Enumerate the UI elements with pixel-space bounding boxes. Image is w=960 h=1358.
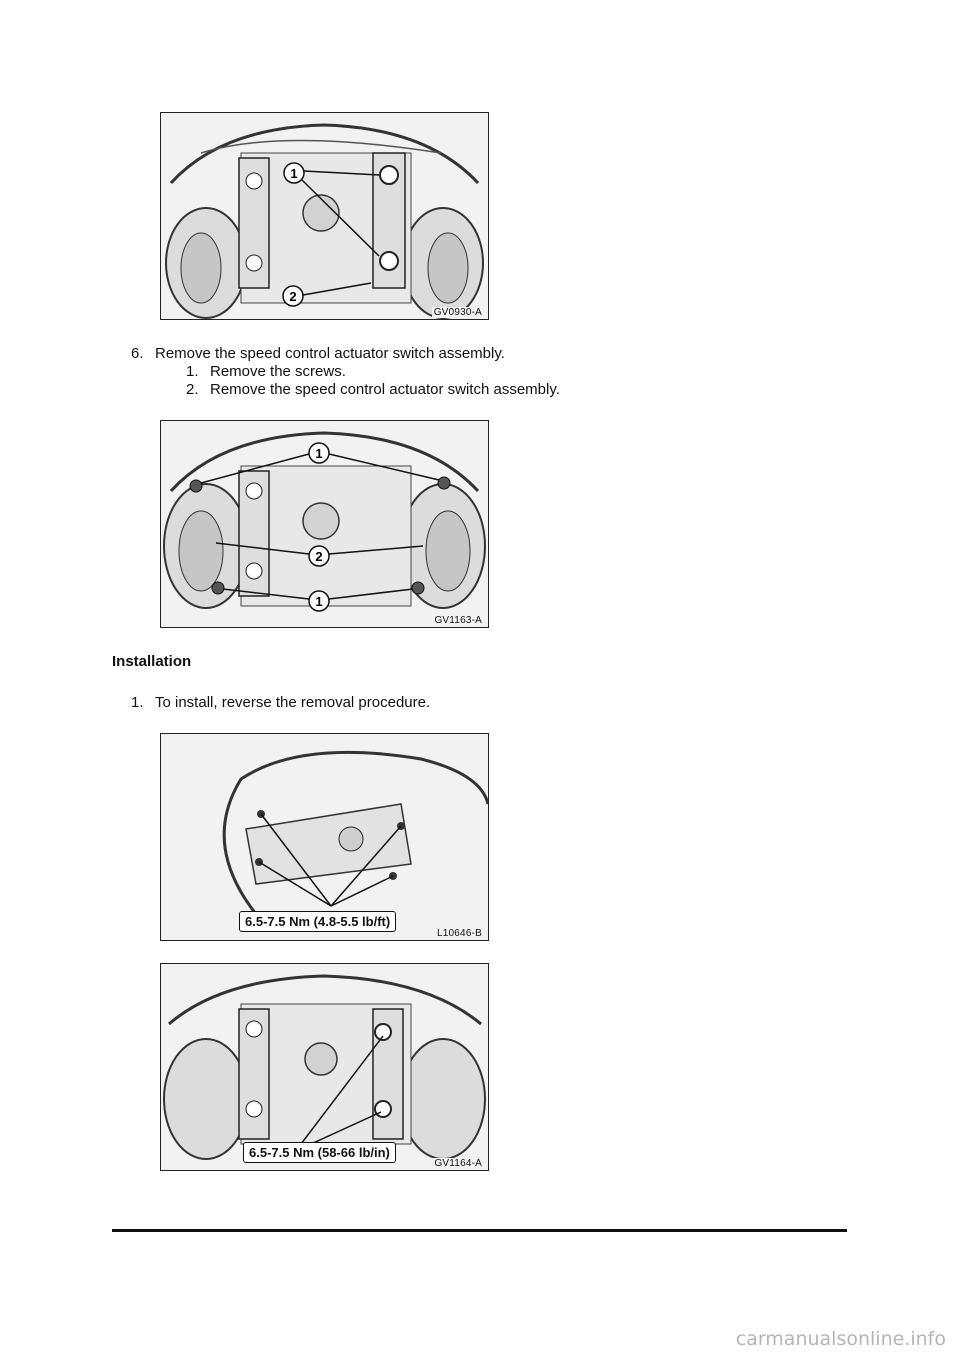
steering-wheel-illustration: [161, 964, 488, 1170]
substep-number: 1.: [186, 363, 199, 380]
figure-gv1163: [160, 420, 489, 628]
step-text: To install, reverse the removal procedure.: [155, 694, 431, 711]
watermark: carmanualsonline.info: [735, 1328, 946, 1350]
steering-wheel-illustration: [161, 421, 488, 627]
figure-code: GV1164-A: [434, 1158, 482, 1169]
callout-2: 2: [315, 549, 323, 564]
step-6: [131, 345, 505, 363]
footer-rule: [112, 1229, 847, 1232]
callout-2: 2: [289, 289, 297, 304]
step-text: Remove the speed control actuator switch assembly.: [155, 345, 505, 362]
figure-code: L10646-B: [437, 928, 482, 939]
figure-code: GV1163-A: [434, 615, 482, 626]
figure-gv0930: [160, 112, 489, 320]
callout-1-top: 1: [315, 446, 323, 461]
substep-1: [186, 363, 346, 381]
figure-gv1164: [160, 963, 489, 1171]
substep-text: Remove the screws.: [210, 363, 346, 380]
substep-number: 2.: [186, 381, 199, 398]
substep-2: [186, 381, 560, 399]
step-number: 1.: [131, 694, 144, 711]
steering-column-illustration: [161, 734, 488, 940]
callout-1: 1: [290, 166, 298, 181]
section-heading-installation: Installation: [112, 653, 192, 670]
install-step-1: [131, 694, 430, 712]
callout-1-bottom: 1: [315, 594, 323, 609]
steering-wheel-illustration: [161, 113, 488, 319]
substep-text: Remove the speed control actuator switch assembly.: [210, 381, 560, 398]
torque-label: 6.5-7.5 Nm (58-66 lb/in): [243, 1142, 396, 1163]
step-number: 6.: [131, 345, 144, 362]
figure-l10646: [160, 733, 489, 941]
figure-code: GV0930-A: [433, 307, 482, 318]
torque-label: 6.5-7.5 Nm (4.8-5.5 lb/ft): [239, 911, 396, 932]
